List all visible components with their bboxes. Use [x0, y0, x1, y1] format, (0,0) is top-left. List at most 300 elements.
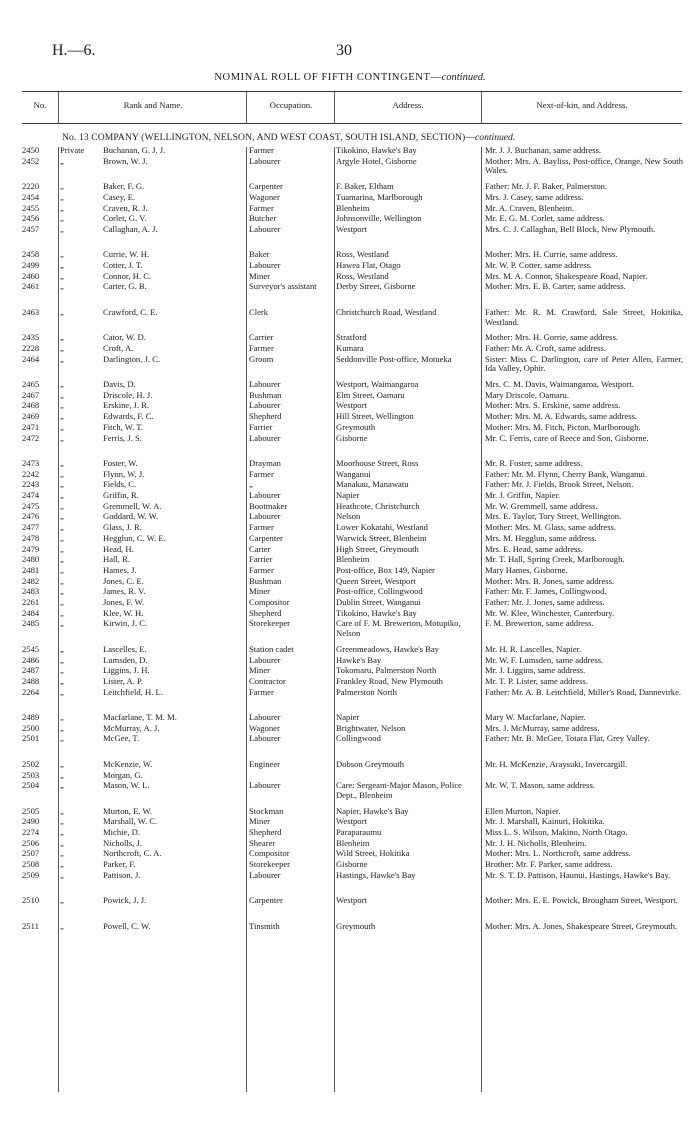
row-number: 2467 — [22, 389, 40, 400]
row-number: 2456 — [22, 213, 40, 224]
row-rank: „ — [60, 306, 64, 317]
row-occupation: Carpenter — [249, 895, 283, 906]
row-rank: „ — [60, 522, 64, 533]
row-number: 2473 — [22, 457, 40, 468]
row-number: 2485 — [22, 618, 40, 629]
row-next-of-kin: Ellen Murton, Napier. — [485, 805, 561, 816]
row-address: Napier — [336, 712, 360, 722]
row-address: Heathcote, Christchurch — [336, 500, 420, 511]
row-address: Wanganui — [336, 468, 371, 479]
row-address: Queen Street, Westport — [336, 575, 416, 586]
row-address: Kumara — [336, 342, 364, 353]
row-address: Tokomaru, Palmerston North — [336, 665, 437, 676]
row-next-of-kin: Mr. J. H. Nicholls, Blenheim. — [485, 837, 587, 848]
table-top-rule — [22, 91, 682, 92]
row-address: Wild Street, Hokitika — [336, 848, 410, 859]
row-number: 2452 — [22, 155, 40, 166]
row-next-of-kin: Mr. H. McKenzie, Araysuki, Invercargill. — [485, 758, 628, 769]
column-header-address: Address. — [392, 100, 424, 110]
row-rank: „ — [60, 213, 64, 224]
row-rank: „ — [60, 805, 64, 816]
row-occupation: Labourer — [249, 712, 281, 722]
row-occupation: Carrier — [249, 332, 274, 343]
row-occupation: Farrier — [249, 554, 273, 565]
row-occupation: Bushman — [249, 575, 282, 586]
row-rank: „ — [60, 769, 64, 780]
row-name: Cator, W. D. — [103, 333, 146, 343]
row-address: Westport — [336, 400, 367, 411]
row-number: 2488 — [22, 675, 40, 686]
row-next-of-kin: Mr. S. T. D. Pattison, Haunui, Hastings, Hawke's Bay. — [485, 869, 671, 880]
row-number: 2435 — [22, 332, 40, 343]
row-occupation: Compositor — [249, 597, 290, 607]
row-next-of-kin: Father: Mr. J. F. Baker, Palmerston. — [485, 181, 608, 192]
row-name: Fields, C. — [103, 480, 137, 490]
row-name: Crawford, C. E. — [103, 307, 158, 317]
row-next-of-kin: Mr. J. Griffin, Napier. — [485, 490, 561, 500]
row-next-of-kin: Father: Mr. A. B. Leitchfield, Miller's Road, Dannevirke. — [485, 686, 682, 697]
row-rank: „ — [60, 490, 64, 500]
row-name: Hall, R. — [103, 555, 130, 565]
row-occupation: Labourer — [249, 869, 281, 880]
row-next-of-kin: Mother: Mrs. L. Northcroft, same address. — [485, 848, 631, 859]
page-number: 30 — [336, 42, 352, 59]
row-rank: „ — [60, 859, 64, 870]
row-name: McKenzie, W. — [103, 759, 153, 769]
row-name: Mason, W. L. — [103, 781, 150, 791]
row-occupation: Contractor — [249, 675, 286, 686]
row-number: 2510 — [22, 895, 40, 906]
row-next-of-kin: Mrs. J. Casey, same address. — [485, 191, 584, 202]
row-occupation: Labourer — [249, 223, 281, 234]
row-occupation: Farmer — [249, 202, 274, 213]
row-next-of-kin: Mary Hames, Gisborne. — [485, 564, 568, 575]
row-address: Westport — [336, 895, 367, 906]
row-name: Kirwin, J. C. — [103, 619, 148, 629]
row-rank: „ — [60, 712, 64, 722]
row-rank: „ — [60, 564, 64, 575]
row-number: 2484 — [22, 607, 40, 618]
row-number: 2274 — [22, 827, 40, 837]
row-rank: „ — [60, 869, 64, 880]
row-name: Davis, D. — [103, 380, 136, 389]
col-divider — [334, 92, 335, 124]
row-rank: „ — [60, 155, 64, 166]
row-name: Croft, A. — [103, 343, 134, 353]
row-address: Tikokino, Hawke's Bay — [336, 145, 417, 155]
row-next-of-kin: Mother: Mrs. M. Glass, same address. — [485, 522, 617, 533]
row-address: Ross, Westland — [336, 270, 389, 281]
row-occupation: Shearer — [249, 837, 276, 848]
row-name: Corlet, G. V. — [103, 214, 147, 224]
row-rank: „ — [60, 468, 64, 479]
row-address: Manakau, Manawatu — [336, 479, 409, 490]
title-text: NOMINAL ROLL OF FIFTH CONTINGENT— — [214, 72, 442, 83]
row-next-of-kin: Mother: Mrs. S. Erskine, same address. — [485, 400, 621, 411]
row-number: 2469 — [22, 411, 40, 422]
row-number: 2545 — [22, 643, 40, 654]
row-address: Care: Sergeant-Major Mason, Police Dept., Blenheim — [336, 780, 462, 800]
row-rank: „ — [60, 837, 64, 848]
row-rank: „ — [60, 733, 64, 744]
row-occupation: „ — [249, 479, 253, 490]
document-reference: H.—6. — [52, 42, 96, 59]
row-rank: „ — [60, 665, 64, 676]
row-next-of-kin: Mother: Mrs. E. E. Powick, Brougham Street, Westport. — [485, 895, 678, 906]
row-rank: „ — [60, 421, 64, 432]
row-occupation: Clerk — [249, 306, 269, 317]
row-number: 2482 — [22, 575, 40, 586]
row-number: 2468 — [22, 400, 40, 411]
row-next-of-kin: Mrs. M. A. Connor, Shakespeare Road, Napier. — [485, 270, 648, 281]
row-name: Head, H. — [103, 544, 134, 554]
row-occupation: Shepherd — [249, 607, 282, 618]
row-next-of-kin: Mr. W. F. Lumsden, same address. — [485, 654, 604, 665]
row-address: Derby Street, Gisborne — [336, 281, 416, 292]
row-name: Marshall, W. C. — [103, 817, 158, 827]
row-address: Westport — [336, 816, 367, 827]
row-number: 2478 — [22, 532, 40, 543]
row-name: Michie, D. — [103, 828, 140, 837]
row-rank: „ — [60, 379, 64, 389]
row-number: 2450 — [22, 145, 40, 155]
row-name: Buchanan, G. J. J. — [103, 146, 166, 155]
row-rank: „ — [60, 543, 64, 554]
row-name: Edwards, F. C. — [103, 412, 154, 422]
row-rank: „ — [60, 249, 64, 260]
row-occupation: Labourer — [249, 490, 281, 500]
row-rank: „ — [60, 816, 64, 827]
row-next-of-kin: Mr. W. Klee, Winchester, Canterbury. — [485, 607, 615, 618]
company-heading-text: No. 13 COMPANY (WELLINGTON, NELSON, AND WEST COAST, SOUTH ISLAND, SECTION)— — [62, 132, 476, 143]
row-occupation: Carpenter — [249, 532, 283, 543]
col-divider — [246, 92, 247, 124]
row-address: Greenmeadows, Hawke's Bay — [336, 643, 439, 654]
row-number: 2261 — [22, 597, 40, 607]
row-number: 2474 — [22, 490, 40, 500]
row-address: Tikokino, Hawke's Bay — [336, 607, 417, 618]
row-next-of-kin: Mr. E. G. M. Corlet, same address. — [485, 213, 605, 224]
row-name: Liggins, J. H. — [103, 666, 150, 676]
row-next-of-kin: Father: Mr. A. Croft, same address. — [485, 342, 607, 353]
row-occupation: Shepherd — [249, 827, 282, 837]
row-next-of-kin: Mother: Mrs. H. Currie, same address. — [485, 249, 618, 260]
row-name: Erskine, J. R. — [103, 401, 150, 411]
row-rank: „ — [60, 607, 64, 618]
row-next-of-kin: Mr. W. P. Cotter, same address. — [485, 260, 593, 270]
row-occupation: Groom — [249, 353, 274, 364]
row-address: Argyle Hotel, Gisborne — [336, 155, 417, 166]
row-name: Goddard, W. W. — [103, 512, 159, 522]
row-rank: „ — [60, 575, 64, 586]
row-number: 2464 — [22, 353, 40, 364]
page-title — [0, 72, 700, 83]
row-address: Blenheim — [336, 554, 370, 565]
row-rank: „ — [60, 532, 64, 543]
row-occupation: Storekeeper — [249, 618, 291, 629]
row-next-of-kin: Mr. J. Marshall, Kainuri, Hokitika. — [485, 816, 605, 827]
row-occupation: Compositor — [249, 848, 290, 859]
row-next-of-kin: Father: Mr. F. James, Collingwood. — [485, 586, 607, 597]
row-next-of-kin: Mother: Mrs. M. Fitch, Picton, Marlborough. — [485, 421, 641, 432]
row-occupation: Farmer — [249, 686, 274, 697]
row-number: 2481 — [22, 564, 40, 575]
row-number: 2243 — [22, 479, 40, 490]
row-occupation: Miner — [249, 586, 271, 597]
row-address: Palmerston North — [336, 686, 397, 697]
row-next-of-kin: Mr. R. Foster, same address. — [485, 457, 583, 468]
row-next-of-kin: Mr. T. Hall, Spring Creek, Marlborough. — [485, 554, 625, 565]
row-occupation: Station cadet — [249, 643, 294, 654]
row-next-of-kin: Mother: Mrs. A. Jones, Shakespeare Street, Greymouth. — [485, 920, 678, 931]
row-occupation: Labourer — [249, 733, 281, 744]
row-rank: „ — [60, 586, 64, 597]
row-number: 2457 — [22, 223, 40, 234]
row-address: Gisborne — [336, 432, 368, 443]
row-number: 2461 — [22, 281, 40, 292]
row-number: 2507 — [22, 848, 40, 859]
row-number: 2487 — [22, 665, 40, 676]
row-number: 2472 — [22, 432, 40, 443]
row-next-of-kin: Mother: Mrs. H. Gorrie, same address. — [485, 332, 618, 343]
row-next-of-kin: Mrs. C. J. Callaghan, Bell Block, New Plymouth. — [485, 223, 656, 234]
col-divider — [334, 147, 335, 1092]
row-next-of-kin: Mr. J. J. Buchanan, same address. — [485, 145, 601, 155]
row-rank: „ — [60, 389, 64, 400]
row-rank: „ — [60, 342, 64, 353]
row-occupation: Carter — [249, 543, 271, 554]
row-number: 2454 — [22, 191, 40, 202]
row-occupation: Wagoner — [249, 722, 280, 733]
row-name: Casey, E. — [103, 192, 136, 202]
row-number: 2506 — [22, 837, 40, 848]
row-next-of-kin: Father: Mr. J. Jones, same address. — [485, 597, 605, 607]
row-name: Jones, C. E. — [103, 576, 144, 586]
row-occupation: Baker — [249, 249, 270, 260]
row-number: 2477 — [22, 522, 40, 533]
column-header-no: No. — [33, 100, 47, 110]
column-header-occupation: Occupation. — [269, 100, 313, 110]
row-number: 2499 — [22, 260, 40, 270]
row-next-of-kin: Mrs. J. McMurray, same address. — [485, 722, 600, 733]
row-rank: „ — [60, 780, 64, 791]
row-next-of-kin: Mrs. E. Taylor, Tory Street, Wellington. — [485, 511, 622, 522]
row-number: 2504 — [22, 780, 40, 791]
row-occupation: Storekeeper — [249, 859, 291, 870]
page-header — [0, 42, 700, 62]
row-rank: „ — [60, 597, 64, 607]
row-name: Ferris, J. S. — [103, 433, 142, 443]
row-address: Napier, Hawke's Bay — [336, 805, 409, 816]
row-next-of-kin: Mother: Mrs. M. A. Edwards, same address. — [485, 411, 638, 422]
row-address: Paraparaumu — [336, 827, 382, 837]
company-heading — [62, 132, 515, 143]
row-rank: „ — [60, 643, 64, 654]
row-occupation: Farmer — [249, 342, 274, 353]
row-name: Foster, W. — [103, 458, 138, 468]
row-rank: „ — [60, 758, 64, 769]
row-next-of-kin: Mother: Mrs. B. Jones, same address. — [485, 575, 615, 586]
row-address: Collingwood — [336, 733, 381, 744]
row-occupation: Carpenter — [249, 181, 283, 192]
row-next-of-kin: Father: Mr. R. M. Crawford, Sale Street, Hokitika, Westland. — [485, 306, 683, 327]
row-rank: „ — [60, 191, 64, 202]
row-occupation: Tinsmith — [249, 920, 280, 931]
row-address: Post-office, Collingwood — [336, 586, 423, 597]
row-address: Greymouth — [336, 920, 376, 931]
row-occupation: Drayman — [249, 457, 281, 468]
row-name: Driscole, H. J. — [103, 390, 153, 400]
row-next-of-kin: Sister: Miss C. Darlington, care of Peter Allen, Farmer, Ida Valley, Ophir. — [485, 353, 683, 374]
row-next-of-kin: Mother: Mrs. A. Bayliss, Post-office, Orange, New South Wales. — [485, 155, 683, 176]
title-continued: continued. — [441, 72, 486, 83]
row-rank: „ — [60, 618, 64, 629]
row-name: Lumsden, D. — [103, 655, 148, 665]
row-address: Dublin Street, Wanganui — [336, 597, 421, 607]
row-rank: „ — [60, 432, 64, 443]
row-address: Hastings, Hawke's Bay — [336, 869, 416, 880]
row-name: Brown, W. J. — [103, 156, 148, 166]
row-name: Parker, F. — [103, 860, 136, 870]
row-number: 2475 — [22, 500, 40, 511]
row-occupation: Miner — [249, 270, 271, 281]
row-number: 2264 — [22, 686, 40, 697]
row-occupation: Surveyor's assistant — [249, 281, 317, 292]
row-address: Johnsonville, Wellington — [336, 213, 422, 224]
row-name: Morgan, G. — [103, 770, 143, 780]
row-name: Griffin, R. — [103, 491, 139, 500]
row-occupation: Labourer — [249, 511, 281, 522]
col-divider — [481, 147, 482, 1092]
row-occupation: Labourer — [249, 780, 281, 791]
row-occupation: Farmer — [249, 468, 274, 479]
row-rank: „ — [60, 722, 64, 733]
row-address: Blenheim — [336, 837, 370, 848]
row-occupation: Farmer — [249, 564, 274, 575]
row-next-of-kin: Father: Mr. J. Fields, Brook Street, Nelson. — [485, 479, 634, 490]
row-rank: „ — [60, 181, 64, 192]
row-occupation: Stockman — [249, 805, 284, 816]
row-occupation: Wagoner — [249, 191, 280, 202]
row-number: 2465 — [22, 379, 40, 389]
row-name: Murton, E. W. — [103, 806, 152, 816]
row-rank: „ — [60, 920, 64, 931]
row-next-of-kin: Brother: Mr. F. Parker, same address. — [485, 859, 613, 870]
row-occupation: Miner — [249, 816, 271, 827]
row-address: Westport — [336, 223, 367, 234]
row-rank: „ — [60, 895, 64, 906]
row-address: Care of F. M. Brewerton, Motupiko, Nelson — [336, 618, 461, 639]
row-address: Tuamarina, Marlborough — [336, 191, 423, 202]
row-address: Ross, Westland — [336, 249, 389, 260]
row-rank: „ — [60, 400, 64, 411]
row-rank: „ — [60, 675, 64, 686]
row-address: Napier — [336, 490, 360, 500]
row-address: F. Baker, Eltham — [336, 181, 394, 192]
row-next-of-kin: Miss L. S. Wilson, Makino, North Otago. — [485, 827, 628, 837]
row-next-of-kin: Mr. A. Craven, Blenheim. — [485, 202, 575, 213]
row-next-of-kin: Mr. T. P. Lister, same address. — [485, 675, 588, 686]
row-number: 2471 — [22, 421, 40, 432]
row-name: Hames, J. — [103, 565, 137, 575]
row-rank: „ — [60, 281, 64, 292]
row-rank: „ — [60, 827, 64, 837]
row-name: Cotter, J. T. — [103, 261, 143, 270]
row-number: 2228 — [22, 342, 40, 353]
row-next-of-kin: Mr. J. Liggins, same address. — [485, 665, 586, 676]
col-divider — [481, 92, 482, 124]
row-rank: „ — [60, 411, 64, 422]
row-next-of-kin: Mary Driscole, Oamaru. — [485, 389, 569, 400]
row-occupation: Labourer — [249, 654, 281, 665]
row-next-of-kin: Mary W. Macfarlane, Napier. — [485, 712, 586, 722]
row-rank: „ — [60, 654, 64, 665]
row-occupation: Bootmaker — [249, 500, 288, 511]
row-rank: „ — [60, 457, 64, 468]
row-name: Connor, H. C. — [103, 271, 152, 281]
row-next-of-kin: Father: Mr. B. McGee, Totara Flat, Grey Valley. — [485, 733, 650, 744]
row-address: Hawke's Bay — [336, 654, 382, 665]
row-address: Blenheim — [336, 202, 370, 213]
row-number: 2501 — [22, 733, 40, 744]
row-address: High Street, Greymouth — [336, 543, 419, 554]
row-name: James, R. V. — [103, 587, 146, 597]
row-address: Seddonville Post-office, Motueka — [336, 353, 452, 364]
row-rank: „ — [60, 260, 64, 270]
row-next-of-kin: Mother: Mrs. E. B. Carter, same address. — [485, 281, 626, 292]
row-number: 2480 — [22, 554, 40, 565]
col-divider — [246, 147, 247, 1092]
row-name: Darlington, J. C. — [103, 354, 161, 364]
row-number: 2502 — [22, 758, 40, 769]
row-rank: Private — [60, 145, 85, 155]
row-address: Post-office, Box 149, Napier — [336, 564, 435, 575]
row-occupation: Miner — [249, 665, 271, 676]
row-name: Carter, G. B. — [103, 282, 147, 292]
row-number: 2483 — [22, 586, 40, 597]
row-address: Hill Street, Wellington — [336, 411, 414, 422]
row-address: Elm Street, Oamaru — [336, 389, 405, 400]
row-next-of-kin: Mr. W. T. Mason, same address. — [485, 780, 595, 791]
row-address: Greymouth — [336, 421, 376, 432]
col-divider — [58, 92, 59, 124]
row-occupation: Shepherd — [249, 411, 282, 422]
row-number: 2460 — [22, 270, 40, 281]
row-name: Powell, C. W. — [103, 921, 151, 931]
row-address: Gisborne — [336, 859, 368, 870]
row-name: McGee, T. — [103, 734, 140, 744]
row-rank: „ — [60, 554, 64, 565]
row-name: Powick, J. J. — [103, 896, 147, 906]
row-next-of-kin: Mrs. E. Head, same address. — [485, 543, 583, 554]
row-rank: „ — [60, 686, 64, 697]
row-name: Glass, J. R. — [103, 523, 142, 533]
row-address: Moorhouse Street, Ross — [336, 457, 419, 468]
row-number: 2463 — [22, 306, 40, 317]
row-next-of-kin: Father: Mr. M. Flynn, Cherry Bank, Wanganui. — [485, 468, 648, 479]
row-name: Klee, W. H. — [103, 608, 144, 618]
row-name: Leitchfield, H. L. — [103, 687, 163, 697]
row-occupation: Engineer — [249, 758, 281, 769]
row-next-of-kin: Mrs. M. Hegglun, same address. — [485, 532, 597, 543]
row-address: Frankley Road, New Plymouth — [336, 675, 443, 686]
row-number: 2476 — [22, 511, 40, 522]
row-name: Macfarlane, T. M. M. — [103, 713, 177, 722]
row-name: Northcroft, C. A. — [103, 849, 162, 859]
row-occupation: Farmer — [249, 522, 274, 533]
row-number: 2242 — [22, 468, 40, 479]
row-occupation: Labourer — [249, 155, 281, 166]
